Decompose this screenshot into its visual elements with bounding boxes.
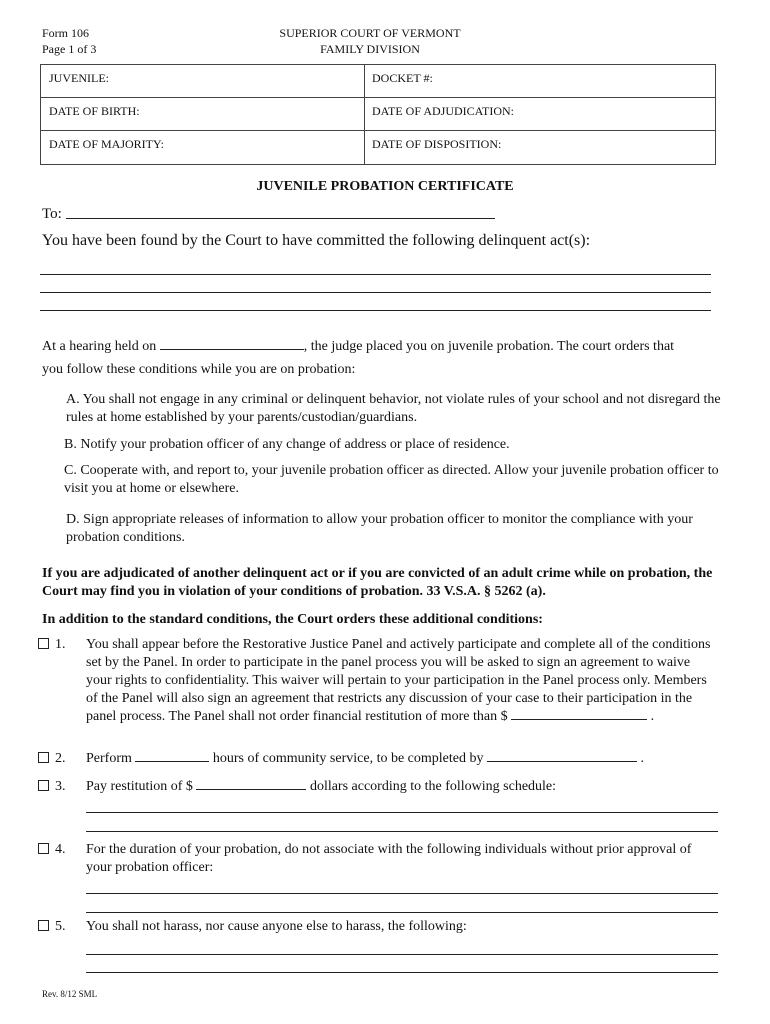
condition-d: D. Sign appropriate releases of information to allow your probation officer to monitor the compliance with your probation conditions. bbox=[66, 512, 693, 545]
additional-condition-5-number: 5. bbox=[38, 918, 66, 936]
additional-condition-5-text: You shall not harass, nor cause anyone else to harass, the following: bbox=[86, 919, 467, 934]
individuals-line[interactable] bbox=[86, 893, 718, 894]
checkbox-icon[interactable] bbox=[38, 843, 49, 854]
additional-condition-2-text: Perform hours of community service, to be completed by . bbox=[86, 751, 644, 766]
delinquent-act-line[interactable] bbox=[40, 274, 711, 275]
restitution-schedule-line[interactable] bbox=[86, 812, 718, 813]
harassment-names-line[interactable] bbox=[86, 972, 718, 973]
to-label: To: bbox=[42, 206, 62, 222]
hearing-date-field[interactable] bbox=[160, 349, 304, 350]
checkbox-icon[interactable] bbox=[38, 638, 49, 649]
individuals-line[interactable] bbox=[86, 912, 718, 913]
restitution-schedule-line[interactable] bbox=[86, 831, 718, 832]
checkbox-icon[interactable] bbox=[38, 752, 49, 763]
checkbox-icon[interactable] bbox=[38, 780, 49, 791]
delinquent-act-line[interactable] bbox=[40, 292, 711, 293]
additional-condition-3-text: Pay restitution of $ dollars according to the following schedule: bbox=[86, 779, 557, 794]
case-info-row bbox=[41, 131, 715, 164]
form-number: Form 106 bbox=[42, 26, 90, 40]
additional-condition-1-text: You shall appear before the Restorative Justice Panel and actively participate and complete all of the conditions set by the Panel. In order to participate in the panel process you will be asked to sign an agreement to waive your rights to confidentiality. This waiver will pertain to your participation in the Panel process only. Members of the Panel will also sign an agreement that restricts any discussion of your case to their participation in the panel process. The Panel shall not order financial restitution of more than $ . bbox=[86, 637, 711, 724]
additional-condition-3-number: 3. bbox=[38, 778, 66, 796]
hearing-statement-continued: you follow these conditions while you are on probation: bbox=[42, 362, 356, 377]
restitution-amount-field[interactable] bbox=[196, 789, 306, 790]
completion-date-field[interactable] bbox=[487, 761, 637, 762]
juvenile-field[interactable]: JUVENILE: bbox=[49, 71, 109, 85]
condition-a: A. You shall not engage in any criminal or delinquent behavior, not violate rules of your school and not disregard the rules at home established by your parents/custodian/guardians. bbox=[66, 392, 721, 425]
additional-condition-2-number: 2. bbox=[38, 750, 66, 768]
document-title: JUVENILE PROBATION CERTIFICATE bbox=[256, 179, 514, 194]
court-name: SUPERIOR COURT OF VERMONT bbox=[279, 26, 461, 40]
condition-b: B. Notify your probation officer of any change of address or place of residence. bbox=[64, 437, 510, 452]
max-restitution-field[interactable] bbox=[511, 719, 647, 720]
additional-condition-4-number: 4. bbox=[38, 841, 66, 859]
harassment-names-line[interactable] bbox=[86, 954, 718, 955]
date-of-adjudication-field[interactable]: DATE OF ADJUDICATION: bbox=[372, 104, 515, 118]
additional-condition-4-text: For the duration of your probation, do not associate with the following individuals without prior approval of your probation officer: bbox=[86, 842, 692, 875]
additional-condition-1-number: 1. bbox=[38, 636, 66, 654]
page-number: Page 1 of 3 bbox=[42, 42, 97, 56]
delinquent-act-line[interactable] bbox=[40, 310, 711, 311]
delinquent-acts-statement: You have been found by the Court to have committed the following delinquent act(s): bbox=[42, 232, 591, 249]
revision-footer: Rev. 8/12 SML bbox=[42, 989, 98, 999]
hearing-statement: At a hearing held on , the judge placed you on juvenile probation. The court orders that bbox=[42, 339, 675, 354]
case-info-table bbox=[40, 64, 716, 165]
violation-warning: If you are adjudicated of another delinquent act or if you are convicted of an adult crime while on probation, the Court may find you in violation of your conditions of probation. 33 V.S.A. § 5262 (a). bbox=[42, 566, 713, 599]
checkbox-icon[interactable] bbox=[38, 920, 49, 931]
to-recipient-line[interactable] bbox=[66, 218, 495, 219]
docket-field[interactable]: DOCKET #: bbox=[372, 71, 433, 85]
date-of-majority-field[interactable]: DATE OF MAJORITY: bbox=[49, 137, 164, 151]
court-division: FAMILY DIVISION bbox=[320, 42, 420, 56]
date-of-disposition-field[interactable]: DATE OF DISPOSITION: bbox=[372, 137, 502, 151]
condition-c: C. Cooperate with, and report to, your juvenile probation officer as directed. Allow your juvenile probation officer to visit you at home or elsewhere. bbox=[64, 463, 719, 496]
additional-conditions-heading: In addition to the standard conditions, the Court orders these additional conditions: bbox=[42, 612, 543, 627]
community-service-hours-field[interactable] bbox=[135, 761, 209, 762]
date-of-birth-field[interactable]: DATE OF BIRTH: bbox=[49, 104, 140, 118]
case-info-row bbox=[41, 65, 715, 98]
case-info-row bbox=[41, 98, 715, 131]
